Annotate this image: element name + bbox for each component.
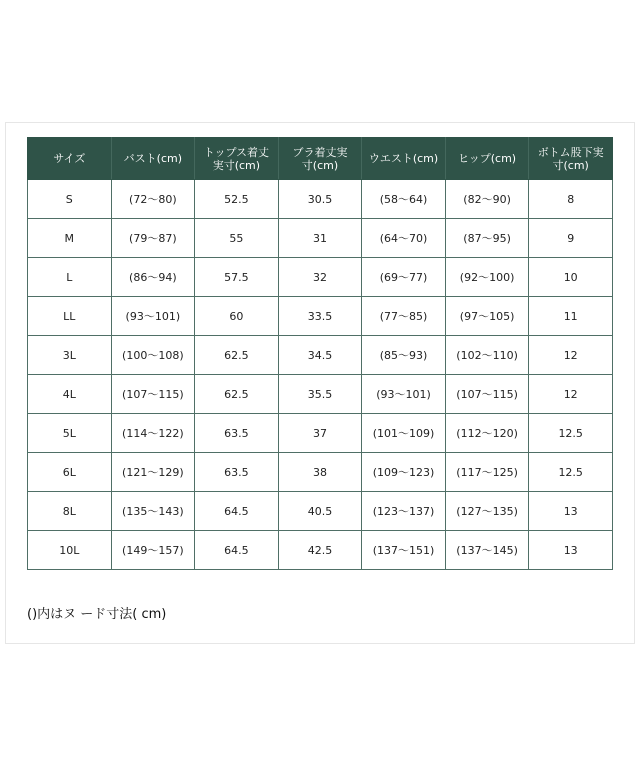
cell-size: 3L xyxy=(28,336,112,375)
table-row xyxy=(28,219,613,258)
cell-tops-length: 64.5 xyxy=(195,531,279,570)
cell-inseam: 13 xyxy=(529,492,613,531)
cell-size: 6L xyxy=(28,453,112,492)
header-bra-length: ブラ着丈実 寸(cm) xyxy=(278,138,362,180)
header-size: サイズ xyxy=(28,138,112,180)
cell-size: M xyxy=(28,219,112,258)
header-tops-length: トップス着丈 実寸(cm) xyxy=(195,138,279,180)
cell-bust: (86～94) xyxy=(111,258,195,297)
cell-inseam: 12 xyxy=(529,336,613,375)
cell-tops-length: 63.5 xyxy=(195,414,279,453)
header-inseam: ボトム股下実 寸(cm) xyxy=(529,138,613,180)
cell-waist: (77～85) xyxy=(362,297,446,336)
cell-hip: (137～145) xyxy=(445,531,529,570)
cell-hip: (117～125) xyxy=(445,453,529,492)
cell-hip: (107～115) xyxy=(445,375,529,414)
cell-size: 10L xyxy=(28,531,112,570)
cell-waist: (101～109) xyxy=(362,414,446,453)
table-row xyxy=(28,414,613,453)
cell-inseam: 12.5 xyxy=(529,414,613,453)
cell-tops-length: 64.5 xyxy=(195,492,279,531)
header-waist: ウエスト(cm) xyxy=(362,138,446,180)
cell-hip: (102～110) xyxy=(445,336,529,375)
cell-hip: (82～90) xyxy=(445,180,529,219)
cell-bra-length: 38 xyxy=(278,453,362,492)
cell-bra-length: 33.5 xyxy=(278,297,362,336)
table-row xyxy=(28,375,613,414)
nude-size-note: ()内はヌ ード寸法( cm) xyxy=(27,607,167,622)
cell-inseam: 13 xyxy=(529,531,613,570)
table-row xyxy=(28,258,613,297)
cell-tops-length: 60 xyxy=(195,297,279,336)
cell-bra-length: 32 xyxy=(278,258,362,297)
cell-bra-length: 30.5 xyxy=(278,180,362,219)
cell-inseam: 9 xyxy=(529,219,613,258)
table-row xyxy=(28,492,613,531)
table-row xyxy=(28,531,613,570)
table-row xyxy=(28,180,613,219)
cell-hip: (92～100) xyxy=(445,258,529,297)
cell-bust: (100～108) xyxy=(111,336,195,375)
cell-tops-length: 62.5 xyxy=(195,336,279,375)
cell-tops-length: 57.5 xyxy=(195,258,279,297)
cell-bust: (114～122) xyxy=(111,414,195,453)
cell-size: 4L xyxy=(28,375,112,414)
cell-size: 5L xyxy=(28,414,112,453)
cell-waist: (58～64) xyxy=(362,180,446,219)
table-row xyxy=(28,453,613,492)
cell-bust: (149～157) xyxy=(111,531,195,570)
cell-inseam: 8 xyxy=(529,180,613,219)
cell-size: LL xyxy=(28,297,112,336)
cell-waist: (93～101) xyxy=(362,375,446,414)
cell-hip: (87～95) xyxy=(445,219,529,258)
cell-bust: (72～80) xyxy=(111,180,195,219)
cell-waist: (85～93) xyxy=(362,336,446,375)
size-chart-table xyxy=(27,137,613,570)
cell-waist: (137～151) xyxy=(362,531,446,570)
cell-size: 8L xyxy=(28,492,112,531)
cell-tops-length: 63.5 xyxy=(195,453,279,492)
cell-bust: (93～101) xyxy=(111,297,195,336)
cell-inseam: 12.5 xyxy=(529,453,613,492)
cell-waist: (123～137) xyxy=(362,492,446,531)
cell-bra-length: 34.5 xyxy=(278,336,362,375)
cell-tops-length: 52.5 xyxy=(195,180,279,219)
cell-bra-length: 31 xyxy=(278,219,362,258)
cell-waist: (109～123) xyxy=(362,453,446,492)
header-bust: バスト(cm) xyxy=(111,138,195,180)
cell-bust: (121～129) xyxy=(111,453,195,492)
cell-tops-length: 55 xyxy=(195,219,279,258)
table-row xyxy=(28,297,613,336)
table-header-row xyxy=(28,138,613,180)
cell-hip: (127～135) xyxy=(445,492,529,531)
cell-inseam: 11 xyxy=(529,297,613,336)
cell-bra-length: 42.5 xyxy=(278,531,362,570)
cell-waist: (69～77) xyxy=(362,258,446,297)
cell-bust: (79～87) xyxy=(111,219,195,258)
cell-inseam: 10 xyxy=(529,258,613,297)
cell-size: S xyxy=(28,180,112,219)
cell-bra-length: 40.5 xyxy=(278,492,362,531)
cell-bra-length: 37 xyxy=(278,414,362,453)
cell-bust: (135～143) xyxy=(111,492,195,531)
table-body xyxy=(28,180,613,570)
cell-size: L xyxy=(28,258,112,297)
cell-hip: (112～120) xyxy=(445,414,529,453)
cell-bust: (107～115) xyxy=(111,375,195,414)
cell-tops-length: 62.5 xyxy=(195,375,279,414)
cell-waist: (64～70) xyxy=(362,219,446,258)
cell-bra-length: 35.5 xyxy=(278,375,362,414)
header-hip: ヒップ(cm) xyxy=(445,138,529,180)
cell-inseam: 12 xyxy=(529,375,613,414)
cell-hip: (97～105) xyxy=(445,297,529,336)
table-row xyxy=(28,336,613,375)
